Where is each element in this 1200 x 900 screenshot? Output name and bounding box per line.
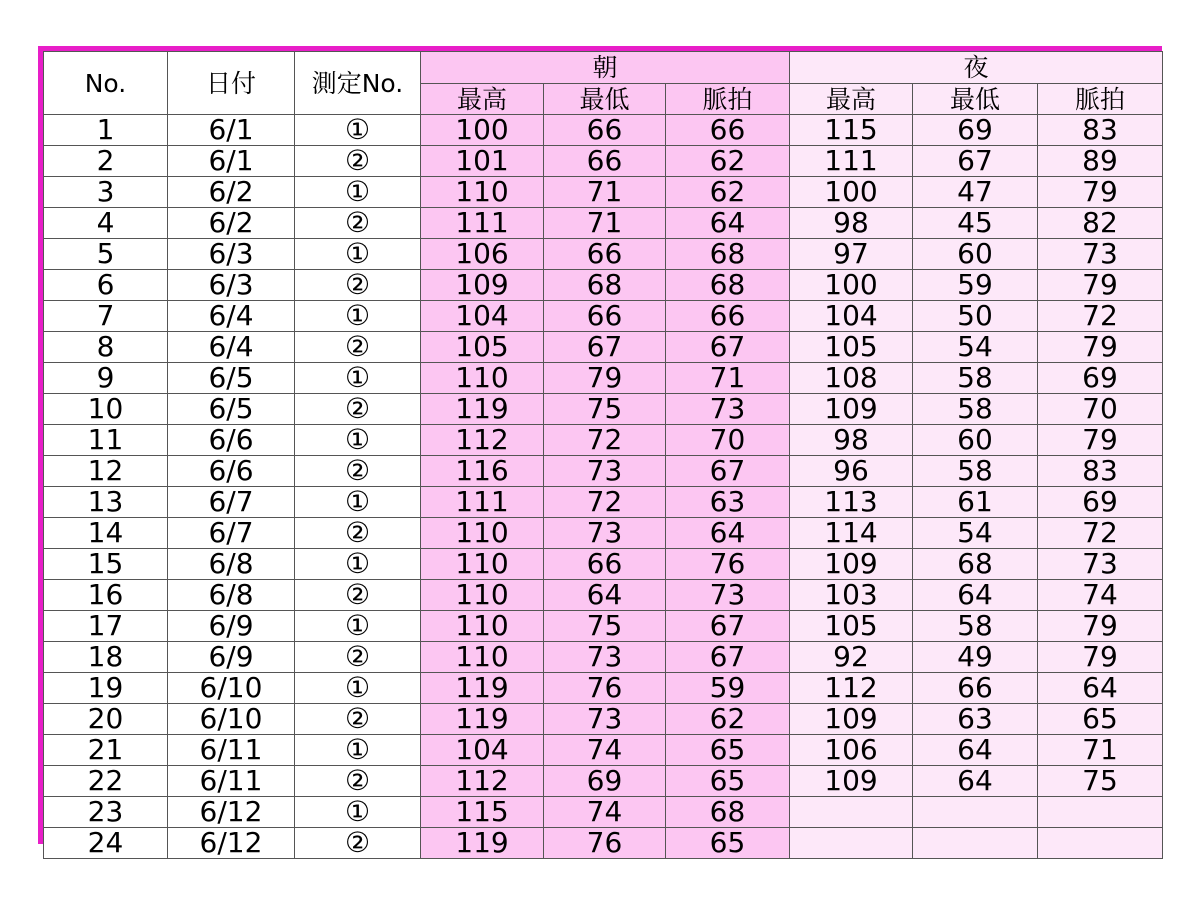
cell-morning-high: 106 bbox=[421, 239, 544, 270]
table-row bbox=[44, 549, 1163, 580]
cell-morning-high: 100 bbox=[421, 115, 544, 146]
cell-evening-low: 47 bbox=[913, 177, 1038, 208]
cell-morning-low: 73 bbox=[544, 642, 666, 673]
cell-date: 6/7 bbox=[168, 518, 295, 549]
cell-morning-high: 112 bbox=[421, 766, 544, 797]
header-evening-pulse: 脈拍 bbox=[1038, 84, 1163, 115]
cell-evening-low: 60 bbox=[913, 425, 1038, 456]
cell-evening-low: 59 bbox=[913, 270, 1038, 301]
cell-morning-pulse: 66 bbox=[666, 115, 790, 146]
cell-measure-no: ① bbox=[295, 673, 421, 704]
cell-evening-high: 109 bbox=[790, 704, 913, 735]
cell-morning-pulse: 65 bbox=[666, 828, 790, 859]
cell-evening-high: 105 bbox=[790, 332, 913, 363]
cell-measure-no: ② bbox=[295, 642, 421, 673]
cell-morning-high: 112 bbox=[421, 425, 544, 456]
cell-no: 7 bbox=[44, 301, 168, 332]
cell-no: 8 bbox=[44, 332, 168, 363]
cell-date: 6/2 bbox=[168, 177, 295, 208]
cell-evening-high bbox=[790, 797, 913, 828]
cell-measure-no: ① bbox=[295, 301, 421, 332]
cell-measure-no: ② bbox=[295, 828, 421, 859]
cell-morning-pulse: 68 bbox=[666, 797, 790, 828]
cell-date: 6/3 bbox=[168, 270, 295, 301]
table-row bbox=[44, 766, 1163, 797]
cell-evening-pulse: 73 bbox=[1038, 239, 1163, 270]
cell-morning-low: 66 bbox=[544, 549, 666, 580]
cell-morning-pulse: 67 bbox=[666, 456, 790, 487]
cell-date: 6/7 bbox=[168, 487, 295, 518]
cell-morning-pulse: 62 bbox=[666, 146, 790, 177]
cell-morning-high: 110 bbox=[421, 580, 544, 611]
cell-morning-high: 119 bbox=[421, 704, 544, 735]
cell-evening-low: 54 bbox=[913, 332, 1038, 363]
cell-morning-low: 66 bbox=[544, 301, 666, 332]
cell-morning-pulse: 67 bbox=[666, 332, 790, 363]
cell-date: 6/1 bbox=[168, 146, 295, 177]
cell-date: 6/12 bbox=[168, 797, 295, 828]
cell-measure-no: ① bbox=[295, 611, 421, 642]
cell-evening-high: 106 bbox=[790, 735, 913, 766]
header-morning-high: 最高 bbox=[421, 84, 544, 115]
cell-evening-pulse: 79 bbox=[1038, 611, 1163, 642]
cell-morning-low: 73 bbox=[544, 456, 666, 487]
table-row bbox=[44, 456, 1163, 487]
cell-morning-pulse: 67 bbox=[666, 642, 790, 673]
cell-morning-pulse: 64 bbox=[666, 208, 790, 239]
cell-evening-high: 100 bbox=[790, 270, 913, 301]
cell-evening-pulse: 73 bbox=[1038, 549, 1163, 580]
cell-evening-low: 45 bbox=[913, 208, 1038, 239]
header-evening-high: 最高 bbox=[790, 84, 913, 115]
cell-measure-no: ② bbox=[295, 518, 421, 549]
cell-measure-no: ① bbox=[295, 735, 421, 766]
cell-evening-pulse: 82 bbox=[1038, 208, 1163, 239]
cell-date: 6/8 bbox=[168, 549, 295, 580]
cell-morning-high: 105 bbox=[421, 332, 544, 363]
cell-morning-high: 116 bbox=[421, 456, 544, 487]
cell-evening-high: 103 bbox=[790, 580, 913, 611]
header-no: No. bbox=[44, 52, 168, 115]
cell-evening-high: 98 bbox=[790, 208, 913, 239]
cell-date: 6/8 bbox=[168, 580, 295, 611]
cell-morning-high: 110 bbox=[421, 518, 544, 549]
cell-morning-low: 71 bbox=[544, 208, 666, 239]
cell-morning-pulse: 73 bbox=[666, 580, 790, 611]
cell-evening-high: 96 bbox=[790, 456, 913, 487]
cell-evening-low bbox=[913, 828, 1038, 859]
cell-date: 6/9 bbox=[168, 611, 295, 642]
cell-date: 6/2 bbox=[168, 208, 295, 239]
cell-no: 20 bbox=[44, 704, 168, 735]
cell-measure-no: ② bbox=[295, 270, 421, 301]
cell-morning-pulse: 65 bbox=[666, 735, 790, 766]
cell-morning-high: 110 bbox=[421, 363, 544, 394]
cell-no: 17 bbox=[44, 611, 168, 642]
cell-evening-low: 67 bbox=[913, 146, 1038, 177]
cell-morning-high: 101 bbox=[421, 146, 544, 177]
cell-evening-low bbox=[913, 797, 1038, 828]
table-row bbox=[44, 704, 1163, 735]
cell-evening-high: 112 bbox=[790, 673, 913, 704]
table-row bbox=[44, 580, 1163, 611]
table-row bbox=[44, 394, 1163, 425]
cell-measure-no: ① bbox=[295, 797, 421, 828]
cell-evening-pulse: 65 bbox=[1038, 704, 1163, 735]
table-row bbox=[44, 332, 1163, 363]
cell-morning-high: 119 bbox=[421, 394, 544, 425]
cell-evening-low: 60 bbox=[913, 239, 1038, 270]
table-row bbox=[44, 735, 1163, 766]
cell-measure-no: ② bbox=[295, 146, 421, 177]
cell-date: 6/3 bbox=[168, 239, 295, 270]
cell-date: 6/1 bbox=[168, 115, 295, 146]
table-row bbox=[44, 363, 1163, 394]
cell-date: 6/10 bbox=[168, 673, 295, 704]
cell-evening-high: 104 bbox=[790, 301, 913, 332]
table-frame bbox=[38, 46, 1162, 859]
cell-measure-no: ① bbox=[295, 363, 421, 394]
cell-evening-high: 115 bbox=[790, 115, 913, 146]
table-row bbox=[44, 177, 1163, 208]
cell-evening-low: 64 bbox=[913, 580, 1038, 611]
cell-evening-high: 109 bbox=[790, 549, 913, 580]
cell-no: 21 bbox=[44, 735, 168, 766]
cell-evening-high: 108 bbox=[790, 363, 913, 394]
cell-evening-low: 69 bbox=[913, 115, 1038, 146]
cell-evening-low: 49 bbox=[913, 642, 1038, 673]
cell-no: 14 bbox=[44, 518, 168, 549]
cell-measure-no: ② bbox=[295, 580, 421, 611]
cell-evening-pulse: 71 bbox=[1038, 735, 1163, 766]
cell-morning-low: 66 bbox=[544, 115, 666, 146]
cell-morning-high: 110 bbox=[421, 611, 544, 642]
header-morning: 朝 bbox=[421, 52, 790, 84]
cell-evening-low: 66 bbox=[913, 673, 1038, 704]
cell-morning-high: 119 bbox=[421, 828, 544, 859]
cell-no: 3 bbox=[44, 177, 168, 208]
cell-date: 6/4 bbox=[168, 332, 295, 363]
cell-evening-pulse: 72 bbox=[1038, 518, 1163, 549]
table-row bbox=[44, 301, 1163, 332]
table-row bbox=[44, 115, 1163, 146]
cell-morning-low: 76 bbox=[544, 673, 666, 704]
cell-evening-high: 114 bbox=[790, 518, 913, 549]
cell-evening-pulse: 79 bbox=[1038, 332, 1163, 363]
cell-measure-no: ① bbox=[295, 239, 421, 270]
cell-evening-low: 58 bbox=[913, 611, 1038, 642]
cell-evening-low: 63 bbox=[913, 704, 1038, 735]
cell-morning-pulse: 71 bbox=[666, 363, 790, 394]
cell-no: 9 bbox=[44, 363, 168, 394]
cell-evening-low: 58 bbox=[913, 363, 1038, 394]
cell-morning-high: 109 bbox=[421, 270, 544, 301]
cell-evening-low: 61 bbox=[913, 487, 1038, 518]
cell-evening-pulse: 89 bbox=[1038, 146, 1163, 177]
cell-evening-pulse: 72 bbox=[1038, 301, 1163, 332]
cell-date: 6/11 bbox=[168, 735, 295, 766]
cell-evening-pulse bbox=[1038, 828, 1163, 859]
table-body bbox=[44, 115, 1163, 859]
cell-evening-pulse bbox=[1038, 797, 1163, 828]
cell-morning-pulse: 59 bbox=[666, 673, 790, 704]
cell-morning-low: 76 bbox=[544, 828, 666, 859]
table-row bbox=[44, 487, 1163, 518]
cell-morning-pulse: 62 bbox=[666, 177, 790, 208]
cell-evening-high: 92 bbox=[790, 642, 913, 673]
cell-measure-no: ① bbox=[295, 425, 421, 456]
cell-evening-high: 98 bbox=[790, 425, 913, 456]
cell-evening-high: 109 bbox=[790, 394, 913, 425]
cell-no: 18 bbox=[44, 642, 168, 673]
cell-no: 15 bbox=[44, 549, 168, 580]
cell-no: 2 bbox=[44, 146, 168, 177]
blood-pressure-table bbox=[43, 51, 1163, 859]
cell-evening-high: 109 bbox=[790, 766, 913, 797]
cell-measure-no: ① bbox=[295, 487, 421, 518]
cell-no: 19 bbox=[44, 673, 168, 704]
cell-no: 4 bbox=[44, 208, 168, 239]
cell-evening-pulse: 83 bbox=[1038, 456, 1163, 487]
cell-morning-low: 64 bbox=[544, 580, 666, 611]
cell-evening-pulse: 70 bbox=[1038, 394, 1163, 425]
cell-morning-low: 73 bbox=[544, 518, 666, 549]
cell-no: 5 bbox=[44, 239, 168, 270]
cell-morning-pulse: 62 bbox=[666, 704, 790, 735]
header-measure-no: 測定No. bbox=[295, 52, 421, 115]
cell-no: 13 bbox=[44, 487, 168, 518]
cell-evening-low: 58 bbox=[913, 456, 1038, 487]
cell-no: 23 bbox=[44, 797, 168, 828]
cell-date: 6/5 bbox=[168, 394, 295, 425]
cell-evening-low: 58 bbox=[913, 394, 1038, 425]
cell-no: 12 bbox=[44, 456, 168, 487]
cell-morning-low: 75 bbox=[544, 394, 666, 425]
table-row bbox=[44, 828, 1163, 859]
table-row bbox=[44, 673, 1163, 704]
cell-evening-low: 54 bbox=[913, 518, 1038, 549]
cell-evening-pulse: 69 bbox=[1038, 363, 1163, 394]
cell-morning-high: 119 bbox=[421, 673, 544, 704]
cell-morning-pulse: 76 bbox=[666, 549, 790, 580]
cell-measure-no: ① bbox=[295, 115, 421, 146]
cell-no: 6 bbox=[44, 270, 168, 301]
cell-no: 11 bbox=[44, 425, 168, 456]
cell-evening-high: 105 bbox=[790, 611, 913, 642]
cell-morning-pulse: 64 bbox=[666, 518, 790, 549]
cell-evening-pulse: 79 bbox=[1038, 642, 1163, 673]
table-row bbox=[44, 425, 1163, 456]
cell-morning-low: 73 bbox=[544, 704, 666, 735]
cell-measure-no: ① bbox=[295, 549, 421, 580]
table-row bbox=[44, 146, 1163, 177]
cell-morning-pulse: 68 bbox=[666, 270, 790, 301]
cell-evening-pulse: 74 bbox=[1038, 580, 1163, 611]
header-morning-low: 最低 bbox=[544, 84, 666, 115]
cell-evening-low: 64 bbox=[913, 735, 1038, 766]
cell-measure-no: ② bbox=[295, 394, 421, 425]
cell-evening-pulse: 75 bbox=[1038, 766, 1163, 797]
cell-morning-high: 110 bbox=[421, 177, 544, 208]
cell-date: 6/6 bbox=[168, 456, 295, 487]
cell-evening-pulse: 79 bbox=[1038, 270, 1163, 301]
table-row bbox=[44, 270, 1163, 301]
cell-morning-low: 74 bbox=[544, 797, 666, 828]
header-date: 日付 bbox=[168, 52, 295, 115]
cell-measure-no: ② bbox=[295, 766, 421, 797]
cell-date: 6/11 bbox=[168, 766, 295, 797]
cell-morning-pulse: 63 bbox=[666, 487, 790, 518]
cell-evening-pulse: 83 bbox=[1038, 115, 1163, 146]
cell-morning-pulse: 73 bbox=[666, 394, 790, 425]
cell-date: 6/9 bbox=[168, 642, 295, 673]
cell-evening-pulse: 79 bbox=[1038, 177, 1163, 208]
cell-date: 6/4 bbox=[168, 301, 295, 332]
cell-evening-high: 113 bbox=[790, 487, 913, 518]
cell-morning-low: 72 bbox=[544, 487, 666, 518]
cell-morning-pulse: 70 bbox=[666, 425, 790, 456]
cell-morning-low: 69 bbox=[544, 766, 666, 797]
cell-evening-high: 97 bbox=[790, 239, 913, 270]
cell-date: 6/6 bbox=[168, 425, 295, 456]
cell-no: 16 bbox=[44, 580, 168, 611]
cell-morning-pulse: 66 bbox=[666, 301, 790, 332]
table-row bbox=[44, 611, 1163, 642]
cell-no: 24 bbox=[44, 828, 168, 859]
cell-morning-low: 72 bbox=[544, 425, 666, 456]
cell-evening-pulse: 69 bbox=[1038, 487, 1163, 518]
cell-no: 10 bbox=[44, 394, 168, 425]
cell-evening-pulse: 79 bbox=[1038, 425, 1163, 456]
cell-evening-high bbox=[790, 828, 913, 859]
cell-morning-low: 74 bbox=[544, 735, 666, 766]
cell-morning-low: 75 bbox=[544, 611, 666, 642]
table-row bbox=[44, 208, 1163, 239]
cell-morning-high: 115 bbox=[421, 797, 544, 828]
cell-measure-no: ② bbox=[295, 456, 421, 487]
header-evening-low: 最低 bbox=[913, 84, 1038, 115]
table-row bbox=[44, 239, 1163, 270]
cell-morning-high: 111 bbox=[421, 208, 544, 239]
cell-morning-pulse: 68 bbox=[666, 239, 790, 270]
cell-measure-no: ② bbox=[295, 332, 421, 363]
cell-evening-low: 68 bbox=[913, 549, 1038, 580]
cell-date: 6/12 bbox=[168, 828, 295, 859]
cell-morning-high: 111 bbox=[421, 487, 544, 518]
cell-evening-high: 100 bbox=[790, 177, 913, 208]
cell-morning-high: 110 bbox=[421, 642, 544, 673]
cell-no: 1 bbox=[44, 115, 168, 146]
cell-no: 22 bbox=[44, 766, 168, 797]
cell-morning-low: 79 bbox=[544, 363, 666, 394]
table-row bbox=[44, 642, 1163, 673]
cell-evening-high: 111 bbox=[790, 146, 913, 177]
cell-morning-high: 110 bbox=[421, 549, 544, 580]
header-morning-pulse: 脈拍 bbox=[666, 84, 790, 115]
cell-evening-low: 64 bbox=[913, 766, 1038, 797]
cell-morning-low: 71 bbox=[544, 177, 666, 208]
cell-morning-pulse: 67 bbox=[666, 611, 790, 642]
cell-morning-high: 104 bbox=[421, 735, 544, 766]
cell-measure-no: ① bbox=[295, 177, 421, 208]
cell-date: 6/5 bbox=[168, 363, 295, 394]
table-row bbox=[44, 518, 1163, 549]
cell-morning-low: 67 bbox=[544, 332, 666, 363]
cell-measure-no: ② bbox=[295, 208, 421, 239]
cell-morning-low: 66 bbox=[544, 239, 666, 270]
cell-evening-pulse: 64 bbox=[1038, 673, 1163, 704]
cell-morning-low: 66 bbox=[544, 146, 666, 177]
cell-morning-low: 68 bbox=[544, 270, 666, 301]
cell-measure-no: ② bbox=[295, 704, 421, 735]
cell-morning-pulse: 65 bbox=[666, 766, 790, 797]
header-evening: 夜 bbox=[790, 52, 1163, 84]
table-row bbox=[44, 797, 1163, 828]
cell-morning-high: 104 bbox=[421, 301, 544, 332]
cell-date: 6/10 bbox=[168, 704, 295, 735]
cell-evening-low: 50 bbox=[913, 301, 1038, 332]
